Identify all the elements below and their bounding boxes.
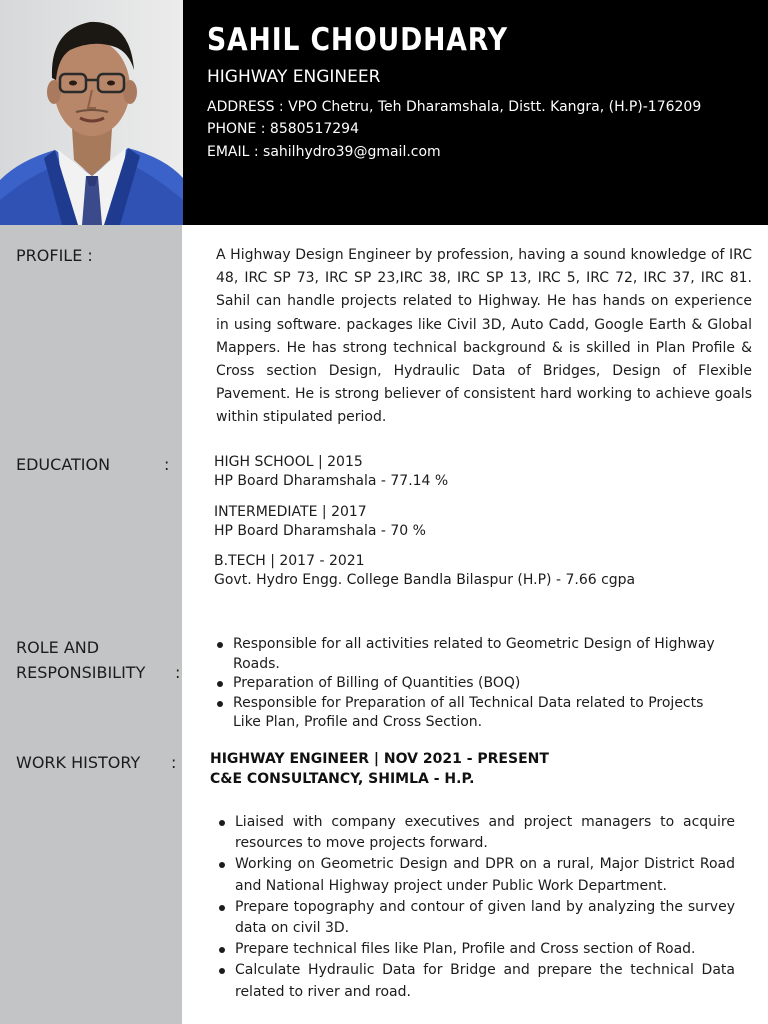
candidate-name: SAHIL CHOUDHARY	[207, 22, 508, 58]
list-item: Responsible for all activities related to Geometric Design of Highway Roads.	[214, 635, 734, 674]
role-section-label-line2: RESPONSIBILITY	[16, 663, 146, 682]
work-duties-list	[216, 812, 735, 1003]
list-item: Prepare technical files like Plan, Profile and Cross section of Road.	[216, 939, 735, 960]
job-title: HIGHWAY ENGINEER	[207, 67, 381, 87]
education-section-label: EDUCATION	[16, 455, 111, 474]
contact-email: EMAIL : sahilhydro39@gmail.com	[207, 144, 441, 160]
list-item: Preparation of Billing of Quantities (BOQ)	[214, 674, 734, 694]
profile-photo	[0, 0, 183, 225]
work-section-label: WORK HISTORY	[16, 753, 141, 772]
work-company: C&E CONSULTANCY, SHIMLA - H.P.	[210, 771, 475, 787]
education-heading: INTERMEDIATE | 2017	[214, 504, 367, 520]
work-colon: :	[171, 753, 177, 772]
list-item: Liaised with company executives and project managers to acquire resources to move projects forward.	[216, 812, 735, 854]
education-colon: :	[164, 455, 170, 474]
responsibility-list	[214, 635, 734, 733]
contact-phone: PHONE : 8580517294	[207, 121, 359, 137]
work-position: HIGHWAY ENGINEER | NOV 2021 - PRESENT	[210, 751, 549, 767]
contact-address: ADDRESS : VPO Chetru, Teh Dharamshala, Distt. Kangra, (H.P)-176209	[207, 99, 702, 115]
education-detail: HP Board Dharamshala - 70 %	[214, 523, 426, 539]
profile-section-label: PROFILE :	[16, 246, 93, 265]
portrait-image	[0, 0, 183, 225]
list-item: Responsible for Preparation of all Technical Data related to Projects Like Plan, Profile and Cross Section.	[214, 694, 734, 733]
role-section-label-line1: ROLE AND	[16, 638, 100, 657]
education-detail: Govt. Hydro Engg. College Bandla Bilaspur (H.P) - 7.66 cgpa	[214, 572, 636, 588]
profile-summary: A Highway Design Engineer by profession, having a sound knowledge of IRC 48, IRC SP 73, IRC SP 23,IRC 38, IRC SP 13, IRC 5, IRC 72, IRC 37, IRC 81. Sahil can handle projects related to Highway. He has hands on experience in using software. packages like Civil 3D, Auto Cadd, Google Earth & Global Mappers. He has strong technical background & is skilled in Plan Profile & Cross section Design, Hydraulic Data of Bridges, Design of Flexible Pavement. He is strong believer of consistent hard working to achieve goals within stipulated period.	[216, 247, 752, 426]
section-sidebar	[0, 225, 182, 1024]
education-detail: HP Board Dharamshala - 77.14 %	[214, 473, 449, 489]
list-item: Prepare topography and contour of given land by analyzing the survey data on civil 3D.	[216, 897, 735, 939]
education-heading: HIGH SCHOOL | 2015	[214, 454, 363, 470]
role-colon: :	[175, 663, 181, 682]
list-item: Calculate Hydraulic Data for Bridge and prepare the technical Data related to river and road.	[216, 960, 735, 1002]
list-item: Working on Geometric Design and DPR on a rural, Major District Road and National Highway project under Public Work Department.	[216, 854, 735, 896]
education-heading: B.TECH | 2017 - 2021	[214, 553, 365, 569]
